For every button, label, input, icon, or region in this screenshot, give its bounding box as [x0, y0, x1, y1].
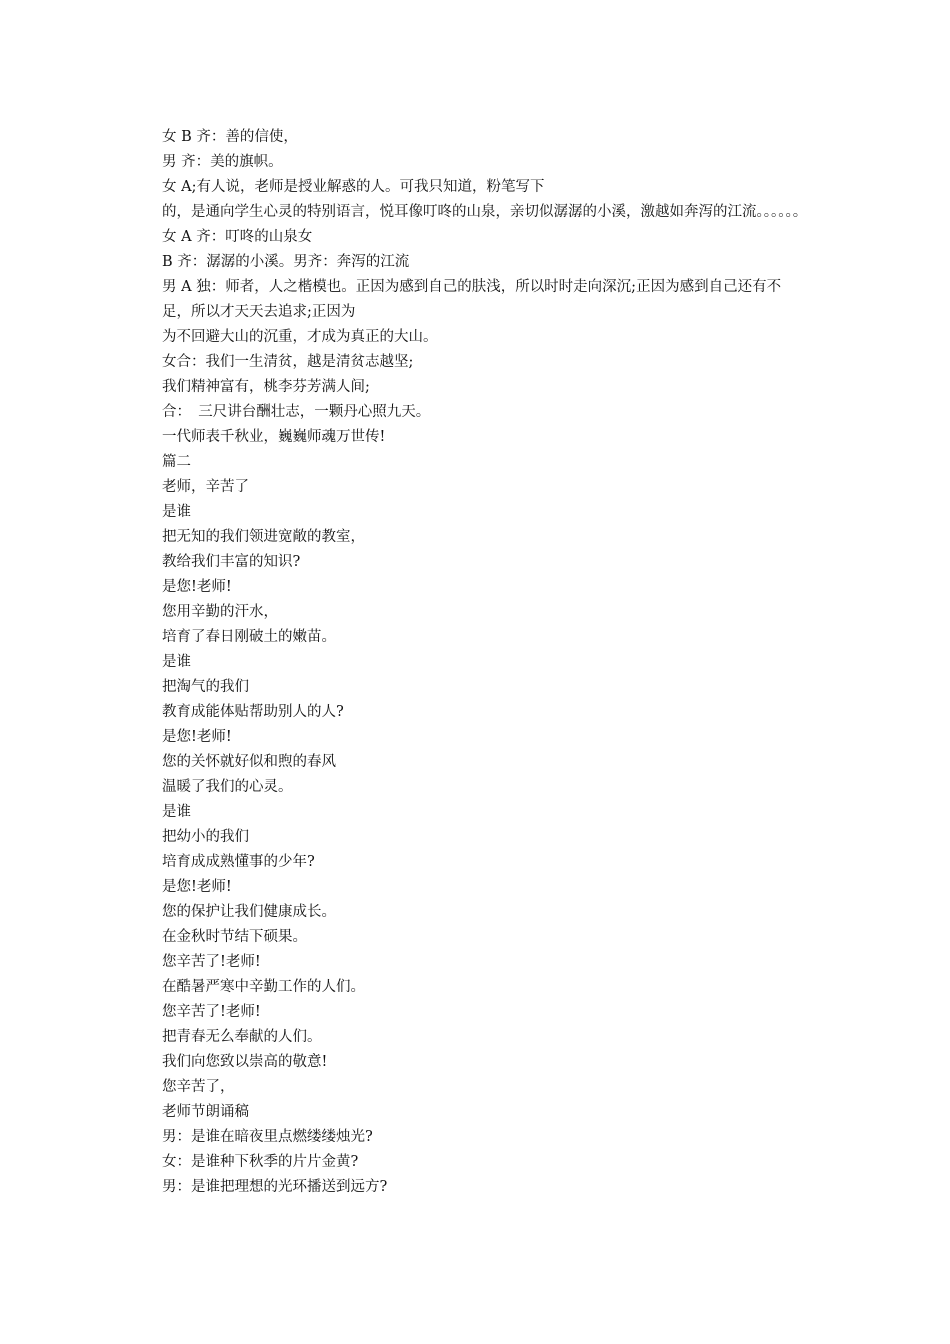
text-line: 是您!老师! [162, 729, 232, 745]
text-line: 老师，辛苦了 [162, 479, 249, 495]
text-line: 您的保护让我们健康成长。 [162, 904, 336, 920]
text-line: 是您!老师! [162, 579, 232, 595]
text-line: 男：是谁在暗夜里点燃缕缕烛光? [162, 1129, 373, 1145]
text-line: 男：是谁把理想的光环播送到远方? [162, 1179, 388, 1195]
text-line: 篇二 [162, 454, 191, 470]
text-line: 我们向您致以崇高的敬意! [162, 1054, 328, 1070]
text-line: 一代师表千秋业，巍巍师魂万世传! [162, 429, 386, 445]
text-line: 您辛苦了， [162, 1079, 235, 1095]
text-line: 您辛苦了!老师! [162, 1004, 261, 1020]
text-line: 男 齐：美的旗帜。 [162, 154, 283, 170]
text-line: 女 A 齐：叮咚的山泉女 [162, 229, 313, 245]
text-line: 女合：我们一生清贫，越是清贫志越坚; [162, 354, 414, 370]
text-line: 是谁 [162, 804, 191, 820]
text-line: 您用辛勤的汗水， [162, 604, 278, 620]
text-line: 培育了春日刚破土的嫩苗。 [162, 629, 336, 645]
text-line: 是谁 [162, 654, 191, 670]
text-line: 您的关怀就好似和煦的春风 [162, 754, 336, 770]
text-line: 把青春无么奉献的人们。 [162, 1029, 322, 1045]
text-line: 女 A;有人说，老师是授业解惑的人。可我只知道，粉笔写下 [162, 179, 545, 195]
text-line: 我们精神富有，桃李芬芳满人间; [162, 379, 370, 395]
text-line: B 齐：潺潺的小溪。男齐：奔泻的江流 [162, 254, 410, 270]
text-line: 把无知的我们领进宽敞的教室， [162, 529, 365, 545]
text-line: 把幼小的我们 [162, 829, 249, 845]
text-line: 您辛苦了!老师! [162, 954, 261, 970]
document-body [145, 125, 810, 1200]
text-line: 女：是谁种下秋季的片片金黄? [162, 1154, 359, 1170]
text-line: 是谁 [162, 504, 191, 520]
text-line: 温暖了我们的心灵。 [162, 779, 293, 795]
text-line: 老师节朗诵稿 [162, 1104, 249, 1120]
text-line: 教育成能体贴帮助别人的人? [162, 704, 344, 720]
text-line: 男 A 独：师者，人之楷模也。正因为感到自己的肤浅，所以时时走向深沉;正因为感到自己还有不足，所以才天天去追求;正因为 [162, 279, 782, 320]
text-line: 的，是通向学生心灵的特别语言，悦耳像叮咚的山泉，亲切似潺潺的小溪，激越如奔泻的江流。。。。。。 [162, 204, 808, 220]
text-line: 为不回避大山的沉重，才成为真正的大山。 [162, 329, 438, 345]
text-line: 在酷暑严寒中辛勤工作的人们。 [162, 979, 365, 995]
text-line: 培育成成熟懂事的少年? [162, 854, 315, 870]
text-line: 教给我们丰富的知识? [162, 554, 301, 570]
text-line: 合： 三尺讲台酬壮志，一颗丹心照九天。 [162, 404, 431, 420]
text-line: 女 B 齐：善的信使， [162, 129, 298, 145]
text-line: 是您!老师! [162, 879, 232, 895]
text-line: 在金秋时节结下硕果。 [162, 929, 307, 945]
text-line: 把淘气的我们 [162, 679, 249, 695]
